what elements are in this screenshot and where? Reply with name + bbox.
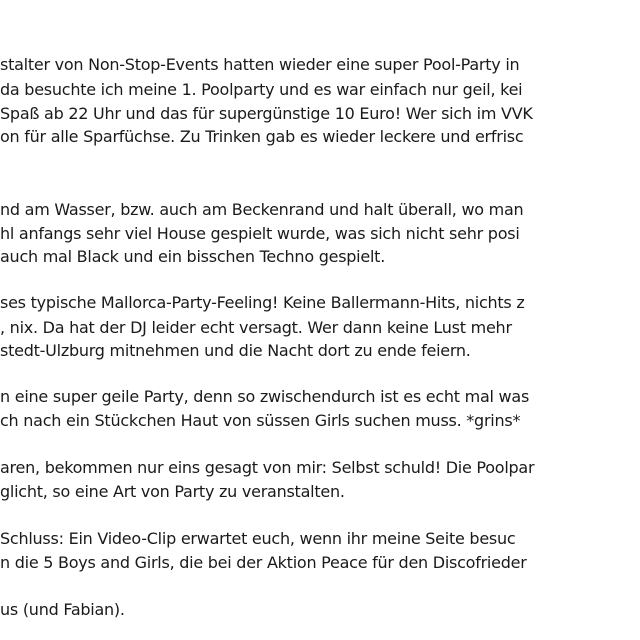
text-line-14: glicht, so eine Art von Party zu veranstalten. xyxy=(0,482,345,501)
text-line-11: n eine super geile Party, denn so zwischendurch ist es echt mal was xyxy=(0,387,530,406)
text-line-7: auch mal Black und ein bisschen Techno gespielt. xyxy=(0,247,386,266)
text-line-4: on für alle Sparfüchse. Zu Trinken gab es wieder leckere und erfrisc xyxy=(0,127,524,146)
text-line-1: stalter von Non-Stop-Events hatten wieder eine super Pool-Party in xyxy=(0,55,520,74)
text-line-5: nd am Wasser, bzw. auch am Beckenrand und halt überall, wo man xyxy=(0,200,524,219)
text-line-16: n die 5 Boys and Girls, die bei der Aktion Peace für den Discofrieder xyxy=(0,553,527,572)
text-line-13: aren, bekommen nur eins gesagt von mir: Selbst schuld! Die Poolpar xyxy=(0,458,535,477)
text-line-2: da besuchte ich meine 1. Poolparty und es war einfach nur geil, kei xyxy=(0,80,523,99)
text-line-15: Schluss: Ein Video-Clip erwartet euch, wenn ihr meine Seite besuc xyxy=(0,529,516,548)
text-line-12: ch nach ein Stückchen Haut von süssen Girls suchen muss. *grins* xyxy=(0,411,521,430)
text-line-6: hl anfangs sehr viel House gespielt wurde, was sich nicht sehr posi xyxy=(0,224,520,243)
text-line-8: ses typische Mallorca-Party-Feeling! Keine Ballermann-Hits, nichts z xyxy=(0,293,525,312)
text-line-9: , nix. Da hat der DJ leider echt versagt. Wer dann keine Lust mehr xyxy=(0,318,512,337)
text-line-17: us (und Fabian). xyxy=(0,600,125,619)
text-line-10: stedt-Ulzburg mitnehmen und die Nacht dort zu ende feiern. xyxy=(0,341,471,360)
text-line-3: Spaß ab 22 Uhr und das für supergünstige 10 Euro! Wer sich im VVK xyxy=(0,104,533,123)
